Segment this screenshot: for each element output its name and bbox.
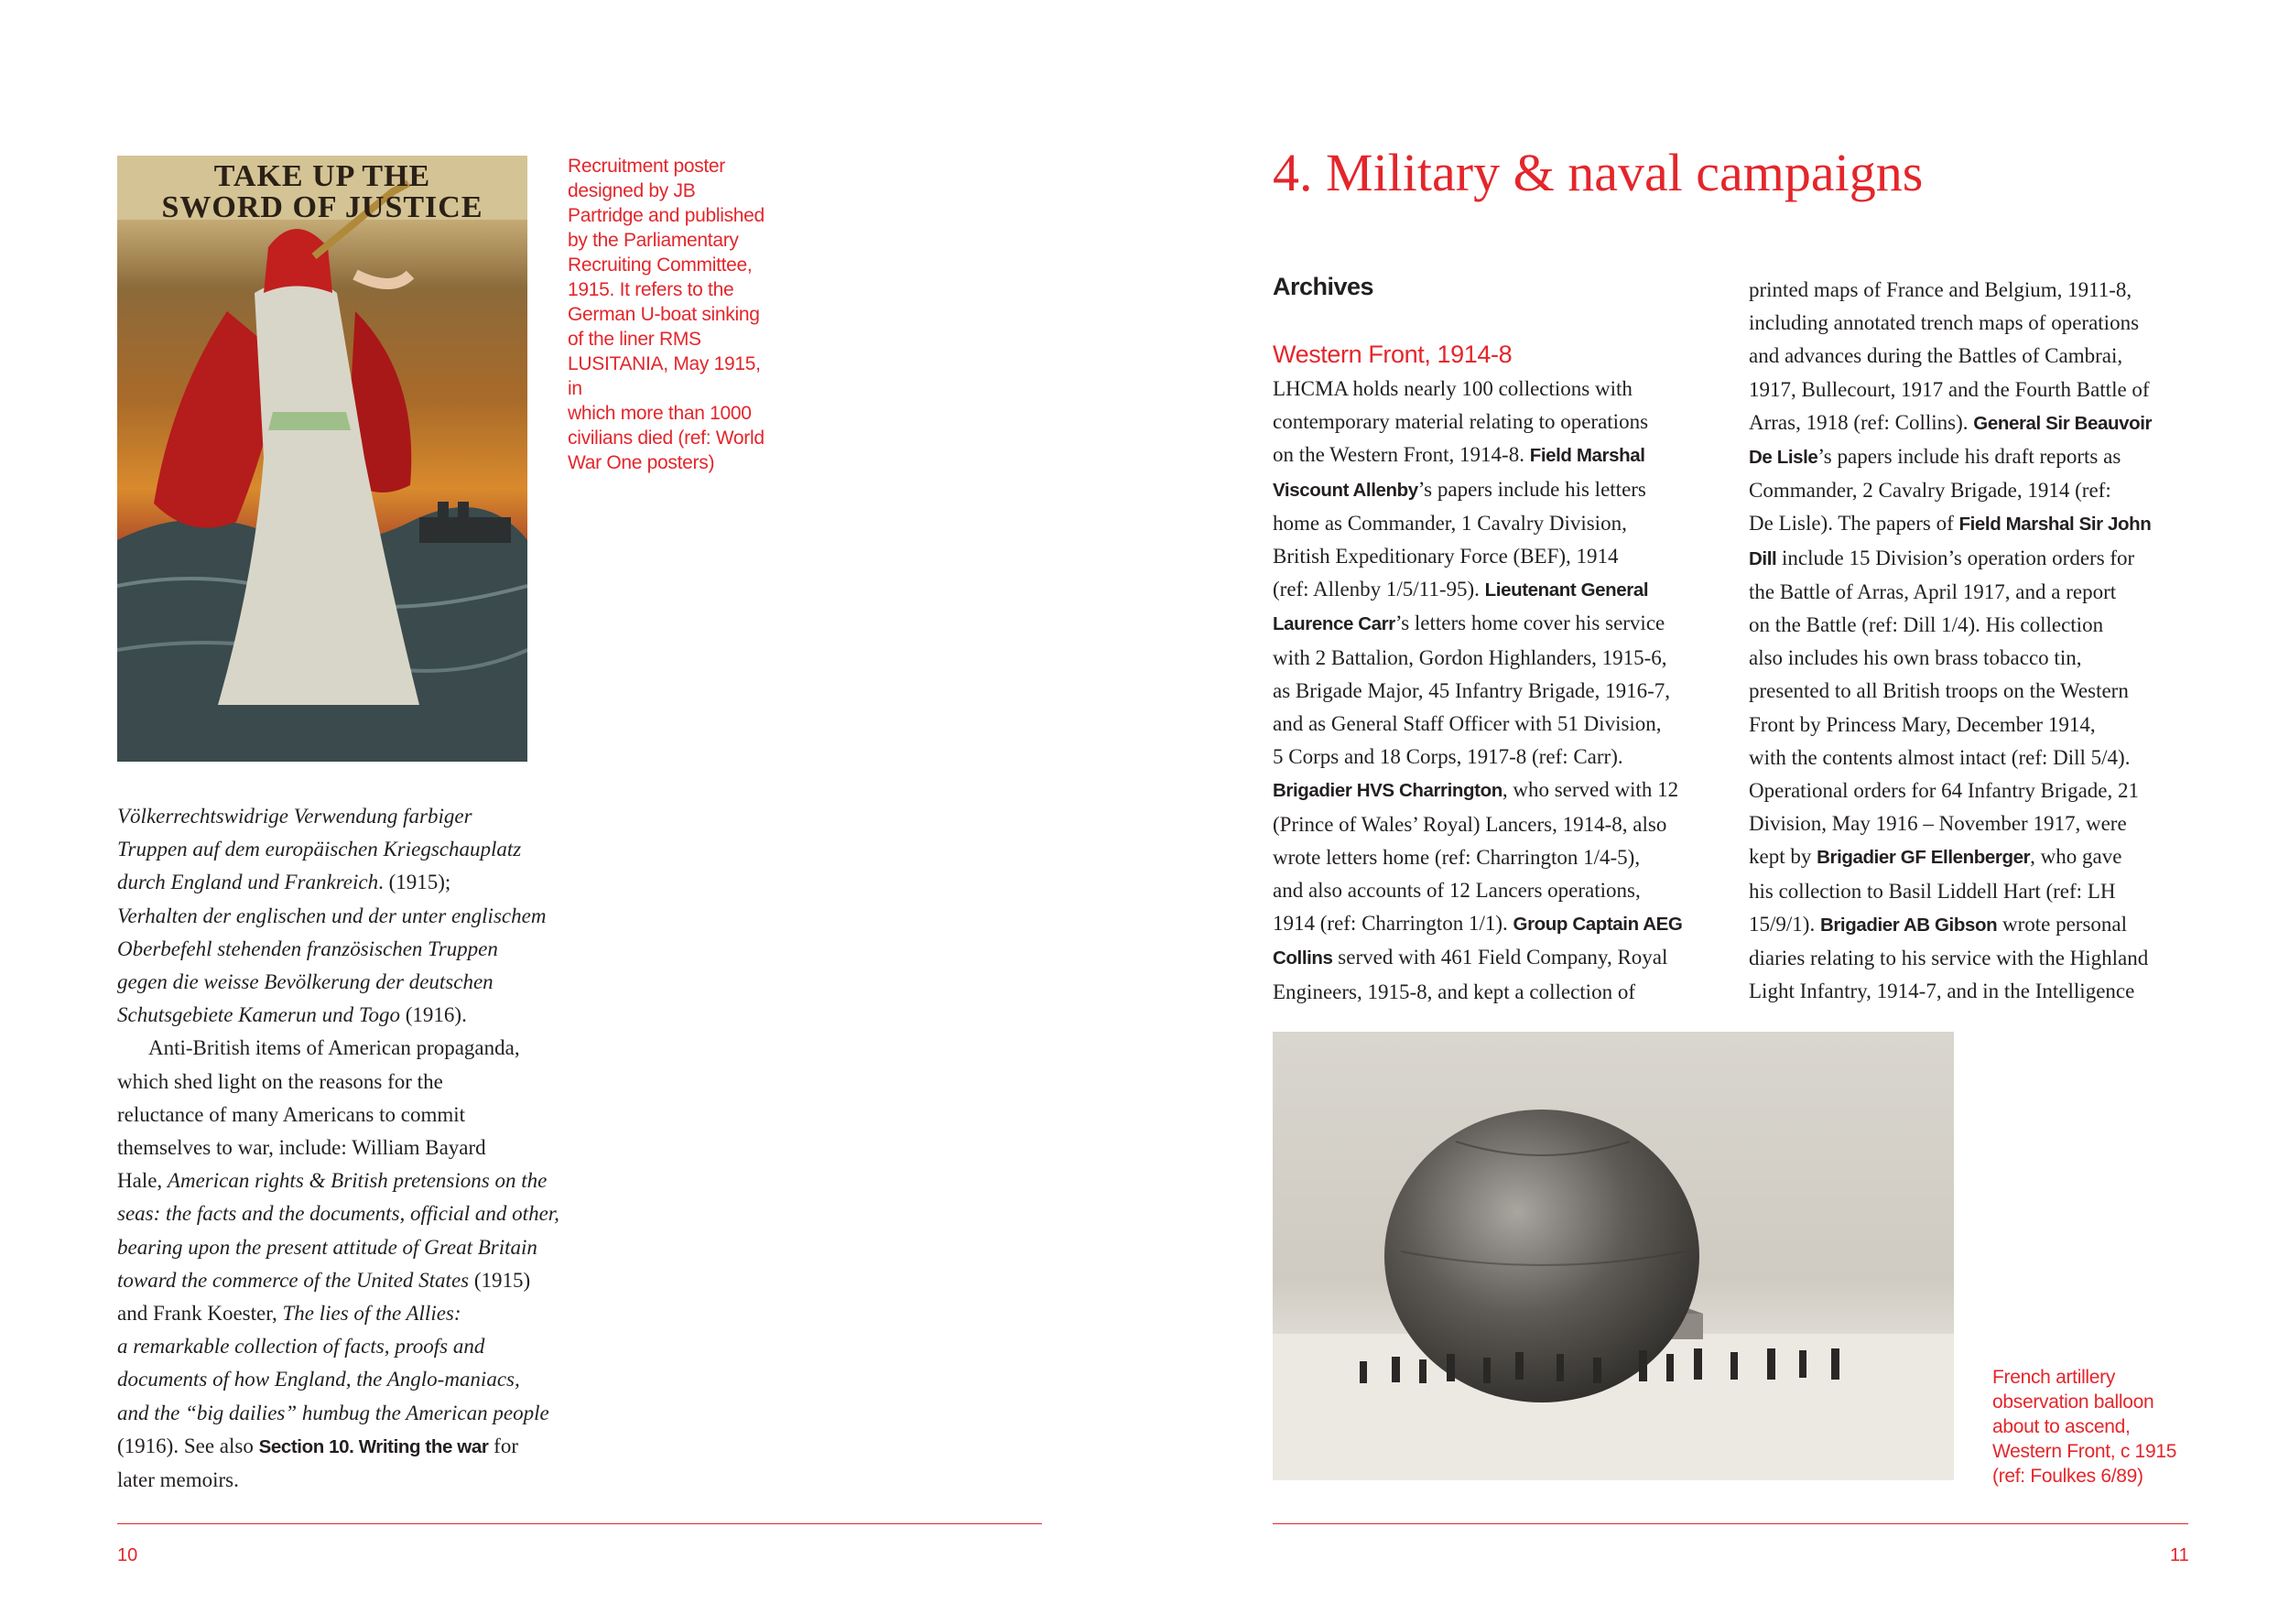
- text-run: include 15 Division’s operation orders for: [1776, 546, 2135, 569]
- text-line: Commander, 2 Cavalry Brigade, 1914 (ref:: [1749, 479, 2111, 503]
- text-run: Oberbefehl stehenden französischen Truppen: [117, 937, 498, 960]
- text-run: durch England und Frankreich: [117, 871, 379, 894]
- person-name: Brigadier HVS Charrington: [1273, 780, 1502, 802]
- person-name: Lieutenant General: [1484, 579, 1649, 601]
- section-heading: Archives: [1273, 273, 1374, 300]
- caption-line: by the Parliamentary: [568, 230, 739, 251]
- text-line: Front by Princess Mary, December 1914,: [1749, 712, 2096, 736]
- poster-caption: [568, 154, 769, 475]
- text-line: the Battle of Arras, April 1917, and a report: [1749, 579, 2117, 603]
- text-run: The lies of the Allies:: [282, 1302, 461, 1326]
- text-run: 1914 (ref: Charrington 1/1).: [1273, 912, 1513, 936]
- text-line: with the contents almost intact (ref: Dill 5/4).: [1749, 745, 2131, 769]
- text-line: diaries relating to his service with the Highland: [1749, 947, 2149, 970]
- text-run: ’s letters home cover his service: [1394, 612, 1665, 635]
- text-run: for: [488, 1434, 518, 1457]
- text-line: on the Battle (ref: Dill 1/4). His collection: [1749, 613, 2104, 637]
- text-run: Völkerrechtswidrige Verwendung farbiger: [117, 805, 472, 828]
- text-line: 5 Corps and 18 Corps, 1917-8 (ref: Carr).: [1273, 745, 1623, 769]
- person-name: Field Marshal: [1529, 445, 1645, 467]
- text-run: Hale,: [117, 1169, 168, 1193]
- caption-line: Western Front, c 1915: [1992, 1441, 2177, 1462]
- caption-line: LUSITANIA, May 1915, in: [568, 353, 761, 399]
- text-run: later memoirs.: [117, 1468, 239, 1492]
- text-line: wrote letters home (ref: Charrington 1/4-5),: [1273, 845, 1641, 869]
- text-run: on the Western Front, 1914-8.: [1273, 443, 1530, 467]
- text-line: also includes his own brass tobacco tin,: [1749, 646, 2082, 670]
- poster-title-line2: SWORD OF JUSTICE: [161, 190, 483, 224]
- person-name: Group Captain AEG: [1513, 914, 1683, 936]
- text-line: LHCMA holds nearly 100 collections with: [1273, 377, 1633, 400]
- text-line: Light Infantry, 1914-7, and in the Intelligence: [1749, 980, 2135, 1003]
- left-body-text: [117, 800, 593, 1497]
- text-run: wrote personal: [1997, 912, 2127, 936]
- text-line: British Expeditionary Force (BEF), 1914: [1273, 545, 1619, 568]
- text-run: documents of how England, the Anglo-maniacs,: [117, 1368, 520, 1391]
- caption-line: Partridge and published: [568, 205, 765, 226]
- caption-line: (ref: Foulkes 6/89): [1992, 1466, 2143, 1487]
- caption-line: about to ascend,: [1992, 1416, 2131, 1437]
- observation-balloon-photo: [1273, 1032, 1954, 1480]
- text-line: Operational orders for 64 Infantry Brigade, 21: [1749, 779, 2139, 803]
- text-line: and advances during the Battles of Cambrai,: [1749, 344, 2123, 368]
- text-run: which shed light on the reasons for the: [117, 1069, 443, 1093]
- caption-line: French artillery: [1992, 1367, 2116, 1388]
- text-run: American rights & British pretensions on the: [167, 1169, 548, 1193]
- caption-line: observation balloon: [1992, 1391, 2154, 1413]
- text-run: gegen die weisse Bevölkerung der deutschen: [117, 970, 494, 994]
- person-name: Viscount Allenby: [1273, 479, 1418, 501]
- text-line: (Prince of Wales’ Royal) Lancers, 1914-8, also: [1273, 812, 1667, 836]
- text-run: De Lisle). The papers of: [1749, 512, 1959, 536]
- text-line: and as General Staff Officer with 51 Division,: [1273, 712, 1662, 736]
- chapter-title: 4. Military & naval campaigns: [1273, 143, 1924, 202]
- caption-line: German U-boat sinking: [568, 304, 760, 325]
- text-line: including annotated trench maps of operations: [1749, 311, 2140, 335]
- text-line: printed maps of France and Belgium, 1911-8,: [1749, 278, 2132, 301]
- text-line: with 2 Battalion, Gordon Highlanders, 1915-6,: [1273, 645, 1667, 669]
- text-run: (1915): [469, 1268, 531, 1292]
- person-name: Collins: [1273, 947, 1333, 969]
- text-run: seas: the facts and the documents, official and other,: [117, 1202, 559, 1226]
- person-name: General Sir Beauvoir: [1973, 412, 2153, 434]
- text-run: served with 461 Field Company, Royal: [1332, 946, 1668, 969]
- person-name: Dill: [1749, 547, 1777, 569]
- person-name: Laurence Carr: [1273, 613, 1395, 635]
- recruitment-poster-image: [117, 156, 527, 762]
- text-run: 15/9/1).: [1749, 912, 1820, 936]
- text-line: Division, May 1916 – November 1917, were: [1749, 812, 2127, 836]
- caption-line: 1915. It refers to the: [568, 279, 734, 300]
- text-line: 1917, Bullecourt, 1917 and the Fourth Battle of: [1749, 377, 2150, 401]
- caption-line: Recruiting Committee,: [568, 254, 753, 276]
- text-run: Anti-British items of American propaganda,: [148, 1036, 520, 1060]
- caption-line: designed by JB: [568, 180, 696, 201]
- poster-title-line1: TAKE UP THE: [213, 159, 431, 193]
- text-run: reluctance of many Americans to commit: [117, 1102, 466, 1126]
- text-run: , who gave: [2030, 845, 2122, 869]
- text-run: Truppen auf dem europäischen Kriegschauplatz: [117, 838, 522, 861]
- text-run: Arras, 1918 (ref: Collins).: [1749, 410, 1974, 434]
- text-run: bearing upon the present attitude of Great Britain: [117, 1235, 537, 1259]
- text-run: themselves to war, include: William Bayard: [117, 1136, 486, 1160]
- text-run: Schutsgebiete Kamerun und Togo: [117, 1003, 400, 1027]
- cross-reference: Section 10. Writing the war: [258, 1435, 489, 1457]
- person-name: Brigadier GF Ellenberger: [1817, 847, 2031, 869]
- caption-line: which more than 1000: [568, 403, 752, 424]
- text-run: (1916). See also: [117, 1434, 259, 1457]
- person-name: Field Marshal Sir John: [1958, 514, 2152, 536]
- text-run: kept by: [1749, 845, 1817, 869]
- text-run: and the “big dailies” humbug the American people: [117, 1401, 549, 1424]
- text-run: Verhalten der englischen und der unter englischem: [117, 904, 547, 927]
- text-line: and also accounts of 12 Lancers operations,: [1273, 879, 1641, 903]
- subheading: Western Front, 1914-8: [1273, 341, 1513, 368]
- text-run: and Frank Koester,: [117, 1302, 283, 1326]
- caption-line: War One posters): [568, 452, 715, 473]
- text-line: home as Commander, 1 Cavalry Division,: [1273, 511, 1627, 535]
- page-number-right: 11: [2170, 1545, 2189, 1565]
- text-line: presented to all British troops on the Western: [1749, 679, 2129, 703]
- footer-rule-right: [1273, 1523, 2188, 1524]
- text-run: toward the commerce of the United States: [117, 1268, 470, 1292]
- caption-line: civilians died (ref: World: [568, 428, 765, 449]
- person-name: De Lisle: [1749, 447, 1818, 469]
- footer-rule-left: [117, 1523, 1042, 1524]
- text-run: ’s papers include his draft reports as: [1817, 445, 2121, 469]
- text-run: (1916).: [400, 1003, 467, 1027]
- text-line: as Brigade Major, 45 Infantry Brigade, 1916-7,: [1273, 678, 1671, 702]
- person-name: Brigadier AB Gibson: [1819, 914, 1998, 936]
- photo-caption: [1992, 1365, 2185, 1489]
- caption-line: Recruitment poster: [568, 156, 726, 177]
- text-run: (ref: Allenby 1/5/11-95).: [1273, 578, 1485, 601]
- body-column-2: [1749, 274, 2225, 1008]
- caption-line: of the liner RMS: [568, 329, 701, 350]
- text-run: . (1915);: [378, 871, 451, 894]
- text-run: ’s papers include his letters: [1417, 477, 1646, 501]
- text-run: a remarkable collection of facts, proofs and: [117, 1335, 485, 1359]
- text-run: , who served with 12: [1502, 778, 1679, 802]
- text-line: his collection to Basil Liddell Hart (ref: LH: [1749, 879, 2116, 903]
- text-line: contemporary material relating to operations: [1273, 410, 1649, 434]
- text-line: Engineers, 1915-8, and kept a collection of: [1273, 980, 1635, 1003]
- page-number-left: 10: [117, 1545, 138, 1565]
- body-column-1: [1273, 373, 1730, 1009]
